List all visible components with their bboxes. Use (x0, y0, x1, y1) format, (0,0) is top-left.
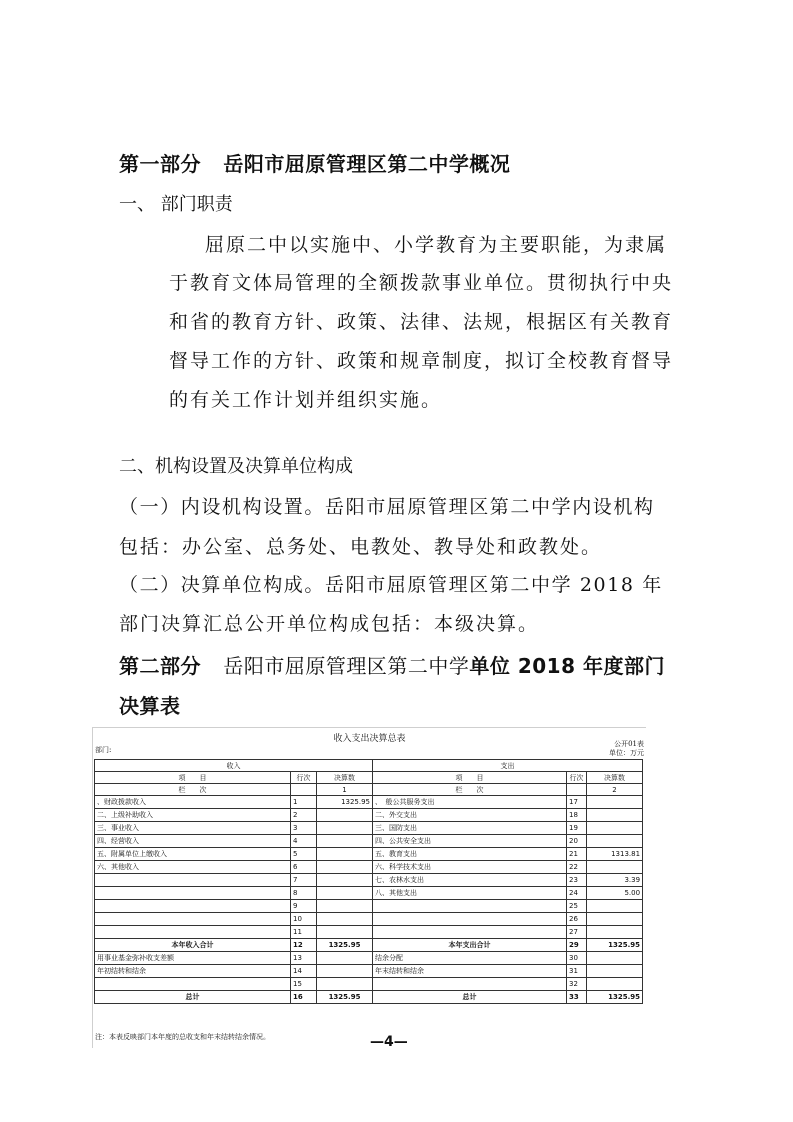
income-amount (317, 913, 373, 926)
budget-summary-table (92, 727, 646, 1048)
expense-amount: 3.39 (587, 874, 643, 887)
income-item: 二、上级补助收入 (95, 809, 291, 822)
income-line: 6 (291, 861, 317, 874)
income-item: 四、经营收入 (95, 835, 291, 848)
income-amount: 1325.95 (317, 796, 373, 809)
part2-label: 第二部分 (119, 654, 201, 678)
part2-title-rest: 岳阳市屈原管理区第二中学 (223, 654, 470, 678)
income-line: 8 (291, 887, 317, 900)
part2-heading-line2: 决算表 (119, 694, 181, 718)
expense-item (373, 978, 567, 991)
table-note: 注：本表反映部门本年度的总收支和年末结转结余情况。 (95, 1033, 270, 1041)
sec1-line-1: 屈原二中以实施中、小学教育为主要职能，为隶属 (205, 234, 668, 256)
table-row (95, 874, 643, 887)
table-row (95, 952, 643, 965)
income-grand-total-amount: 1325.95 (317, 991, 373, 1004)
expense-item: 年末结转和结余 (373, 965, 567, 978)
sec2-line-2: 包括：办公室、总务处、电教处、教导处和政教处。 (119, 536, 603, 558)
expense-line: 24 (567, 887, 587, 900)
part1-heading (119, 148, 510, 177)
summary-grid (94, 759, 643, 1004)
income-item (95, 913, 291, 926)
expense-line: 26 (567, 913, 587, 926)
income-line: 14 (291, 965, 317, 978)
income-line: 4 (291, 835, 317, 848)
expense-line: 17 (567, 796, 587, 809)
sec1-line-4: 督导工作的方针、政策和规章制度，拟订全校教育督导 (169, 350, 674, 372)
expense-year-total-amount: 1325.95 (587, 939, 643, 952)
income-amount (317, 822, 373, 835)
expense-item (373, 913, 567, 926)
table-row (95, 978, 643, 991)
page-number: —4— (370, 1034, 408, 1050)
table-dept-label: 部门: (95, 746, 112, 754)
expense-line: 27 (567, 926, 587, 939)
expense-item: 四、公共安全支出 (373, 835, 567, 848)
table-row (95, 887, 643, 900)
sec2-line-4: 部门决算汇总公开单位构成包括：本级决算。 (119, 613, 540, 635)
expense-amount-col: 决算数 (587, 772, 643, 784)
table-unit: 单位：万元 (609, 749, 644, 757)
table-form-number: 公开01表 (614, 740, 644, 748)
sec1-line-5: 的有关工作计划并组织实施。 (169, 389, 443, 411)
sec1-line-2: 于教育文体局管理的全额拨款事业单位。贯彻执行中央 (169, 272, 674, 294)
income-amount (317, 887, 373, 900)
income-year-total-line: 12 (291, 939, 317, 952)
income-item: 用事业基金弥补收支差额 (95, 952, 291, 965)
expense-amount (587, 978, 643, 991)
income-item (95, 887, 291, 900)
income-grand-total-label: 总计 (95, 991, 291, 1004)
table-row (95, 835, 643, 848)
income-line: 2 (291, 809, 317, 822)
part1-title: 岳阳市屈原管理区第二中学概况 (223, 152, 511, 176)
sec2-line-1: （一）内设机构设置。岳阳市屈原管理区第二中学内设机构 (119, 496, 655, 518)
expense-amount: 1313.81 (587, 848, 643, 861)
expense-amount (587, 809, 643, 822)
table-row (95, 848, 643, 861)
expense-col-number: 2 (587, 784, 643, 796)
table-row (95, 900, 643, 913)
expense-grand-total-label: 总计 (373, 991, 567, 1004)
income-line: 13 (291, 952, 317, 965)
income-amount (317, 978, 373, 991)
income-line: 5 (291, 848, 317, 861)
section1-heading: 一、 部门职责 (119, 194, 233, 215)
income-line: 3 (291, 822, 317, 835)
expense-amount (587, 822, 643, 835)
expense-item: 八、其他支出 (373, 887, 567, 900)
expense-item: 五、教育支出 (373, 848, 567, 861)
income-line: 11 (291, 926, 317, 939)
expense-grand-total-amount: 1325.95 (587, 991, 643, 1004)
table-row (95, 965, 643, 978)
expense-sub-col: 栏 次 (373, 784, 567, 796)
table-row-year-total (95, 939, 643, 952)
expense-line: 32 (567, 978, 587, 991)
table-row-grand-total (95, 991, 643, 1004)
expense-grand-total-line: 33 (567, 991, 587, 1004)
expense-item: 结余分配 (373, 952, 567, 965)
income-line: 7 (291, 874, 317, 887)
income-year-total-amount: 1325.95 (317, 939, 373, 952)
expense-line: 31 (567, 965, 587, 978)
table-row (95, 796, 643, 809)
expense-line: 30 (567, 952, 587, 965)
expense-item: 二、外交支出 (373, 809, 567, 822)
expense-item (373, 900, 567, 913)
expense-amount (587, 796, 643, 809)
income-amount (317, 848, 373, 861)
expense-amount (587, 835, 643, 848)
expense-line: 22 (567, 861, 587, 874)
expense-item: 六、科学技术支出 (373, 861, 567, 874)
income-line: 1 (291, 796, 317, 809)
part2-heading (119, 650, 665, 679)
income-item (95, 900, 291, 913)
income-item: 五、附属单位上缴收入 (95, 848, 291, 861)
income-amount (317, 926, 373, 939)
income-amount (317, 835, 373, 848)
income-item: 、财政拨款收入 (95, 796, 291, 809)
expense-amount (587, 926, 643, 939)
expense-item: 、 般公共服务支出 (373, 796, 567, 809)
part1-label: 第一部分 (119, 152, 201, 176)
income-amount (317, 861, 373, 874)
expense-line: 19 (567, 822, 587, 835)
expense-line: 21 (567, 848, 587, 861)
expense-header: 支出 (373, 760, 643, 772)
expense-item (373, 926, 567, 939)
table-row (95, 822, 643, 835)
table-form-info (609, 740, 644, 758)
income-year-total-label: 本年收入合计 (95, 939, 291, 952)
expense-line: 23 (567, 874, 587, 887)
expense-line: 20 (567, 835, 587, 848)
income-item-col: 项 目 (95, 772, 291, 784)
expense-line: 18 (567, 809, 587, 822)
expense-line: 25 (567, 900, 587, 913)
income-item (95, 926, 291, 939)
income-line: 15 (291, 978, 317, 991)
expense-amount (587, 913, 643, 926)
expense-item: 七、农林水支出 (373, 874, 567, 887)
expense-amount: 5.00 (587, 887, 643, 900)
income-item: 六、其他收入 (95, 861, 291, 874)
income-amount (317, 874, 373, 887)
expense-item: 三、国防支出 (373, 822, 567, 835)
table-row (95, 926, 643, 939)
expense-year-total-line: 29 (567, 939, 587, 952)
income-line: 9 (291, 900, 317, 913)
income-amount (317, 809, 373, 822)
sec2-line-3: （二）决算单位构成。岳阳市屈原管理区第二中学 2018 年 (119, 574, 663, 596)
part2-title-bold: 单位 2018 年度部门 (469, 654, 665, 678)
income-header: 收入 (95, 760, 373, 772)
expense-year-total-label: 本年支出合计 (373, 939, 567, 952)
income-sub-col: 栏 次 (95, 784, 291, 796)
expense-amount (587, 861, 643, 874)
income-item: 三、事业收入 (95, 822, 291, 835)
income-amount-col: 决算数 (317, 772, 373, 784)
expense-amount (587, 965, 643, 978)
table-row (95, 913, 643, 926)
section2-heading: 二、机构设置及决算单位构成 (119, 456, 353, 477)
income-item: 年初结转和结余 (95, 965, 291, 978)
table-title: 收入支出决算总表 (333, 734, 406, 744)
expense-line-col: 行次 (567, 772, 587, 784)
income-amount (317, 900, 373, 913)
table-row (95, 861, 643, 874)
income-grand-total-line: 16 (291, 991, 317, 1004)
income-amount (317, 952, 373, 965)
income-line: 10 (291, 913, 317, 926)
expense-item-col: 项 目 (373, 772, 567, 784)
income-item (95, 978, 291, 991)
expense-amount (587, 900, 643, 913)
income-line-col: 行次 (291, 772, 317, 784)
income-item (95, 874, 291, 887)
income-amount (317, 965, 373, 978)
income-col-number: 1 (317, 784, 373, 796)
table-row (95, 809, 643, 822)
sec1-line-3: 和省的教育方针、政策、法律、法规，根据区有关教育 (169, 311, 674, 333)
expense-amount (587, 952, 643, 965)
